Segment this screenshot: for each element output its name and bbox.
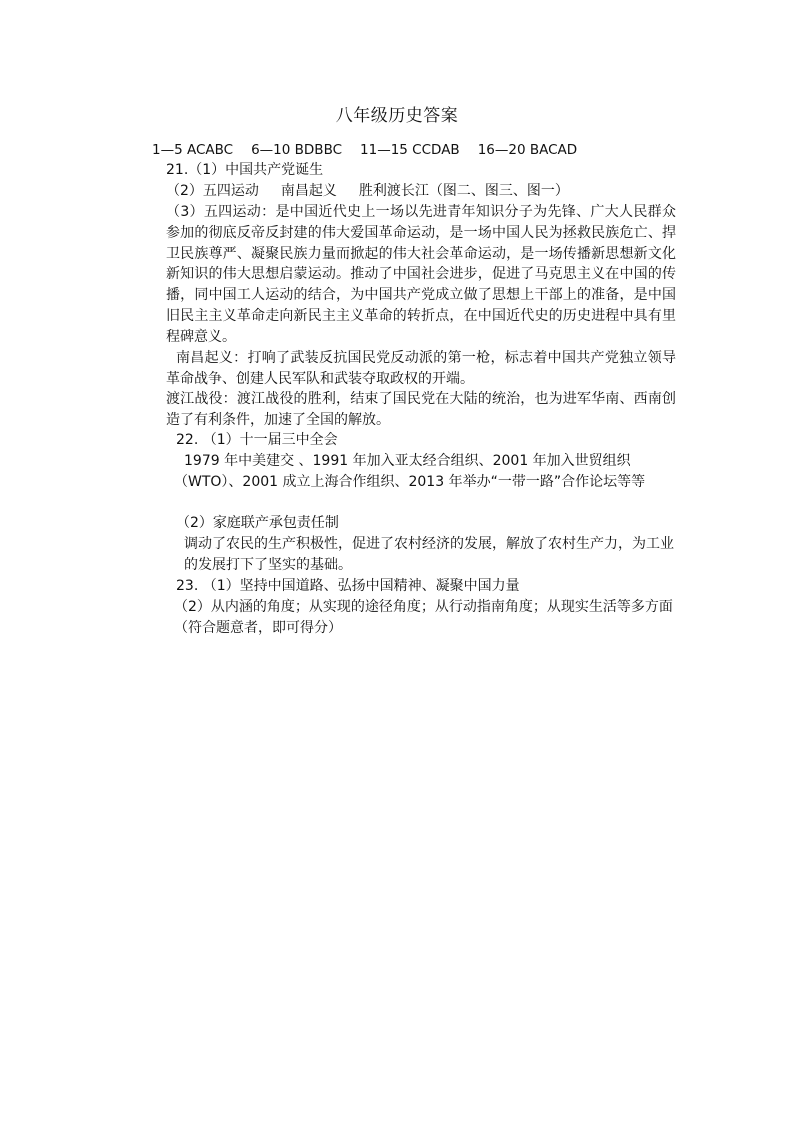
q21-nanchang: 南昌起义：打响了武装反抗国民党反动派的第一枪，标志着中国共产党独立领导革命战争、创建人民军队和武装夺取政权的开端。 xyxy=(166,350,676,387)
page-title: 八年级历史答案 xyxy=(335,106,459,126)
choice-answer-group: 6—10 BDBBC xyxy=(251,142,343,158)
q23-part1: 23. （1）坚持中国道路、弘扬中国精神、凝聚中国力量 xyxy=(176,578,520,594)
q22-part1: 22. （1）十一届三中全会 xyxy=(176,432,338,448)
choice-answers-row xyxy=(152,140,577,160)
q21-part1: 21.（1）中国共产党诞生 xyxy=(166,162,324,178)
q21-dujiang: 渡江战役：渡江战役的胜利，结束了国民党在大陆的统治，也为进军华南、西南创造了有利条件，加速了全国的解放。 xyxy=(166,391,676,428)
q21-part2-item3: 胜利渡长江（图二、图三、图一） xyxy=(358,183,569,199)
choice-answer-group: 11—15 CCDAB xyxy=(360,142,460,158)
q22-part2: （2）家庭联产承包责任制 xyxy=(176,515,339,531)
q21-part2-prefix: （2）五四运动 xyxy=(166,183,259,199)
choice-answer-group: 1—5 ACABC xyxy=(152,142,234,158)
q21-part2-item2: 南昌起义 xyxy=(280,183,337,199)
q21-part2 xyxy=(166,181,569,201)
q22-events: 1979 年中美建交 、1991 年加入亚太经合组织、2001 年加入世贸组织（WTO）、2001 成立上海合作组织、2013 年举办“一带一路”合作论坛等等 xyxy=(174,453,646,490)
q23-part2: （2）从内涵的角度；从实现的途径角度；从行动指南角度；从现实生活等多方面（符合题意者，即可得分） xyxy=(174,599,673,636)
q22-effect: 调动了农民的生产积极性，促进了农村经济的发展，解放了农村生产力，为工业的发展打下了坚实的基础。 xyxy=(184,536,674,573)
q21-part3-wusi: （3）五四运动：是中国近代史上一场以先进青年知识分子为先锋、广大人民群众参加的彻底反帝反封建的伟大爱国革命运动，是一场中国人民为拯救民族危亡、捍卫民族尊严、凝聚民族力量而掀起的伟大社会革命运动，是一场传播新思想新文化新知识的伟大思想启蒙运动。推动了中国社会进步，促进了马克思主义在中国的传播，同中国工人运动的结合，为中国共产党成立做了思想上干部上的准备，是中国旧民主主义革命走向新民主主义革命的转折点，在中国近代史的历史进程中具有里程碑意义。 xyxy=(166,204,676,345)
choice-answer-group: 16—20 BACAD xyxy=(477,142,578,158)
